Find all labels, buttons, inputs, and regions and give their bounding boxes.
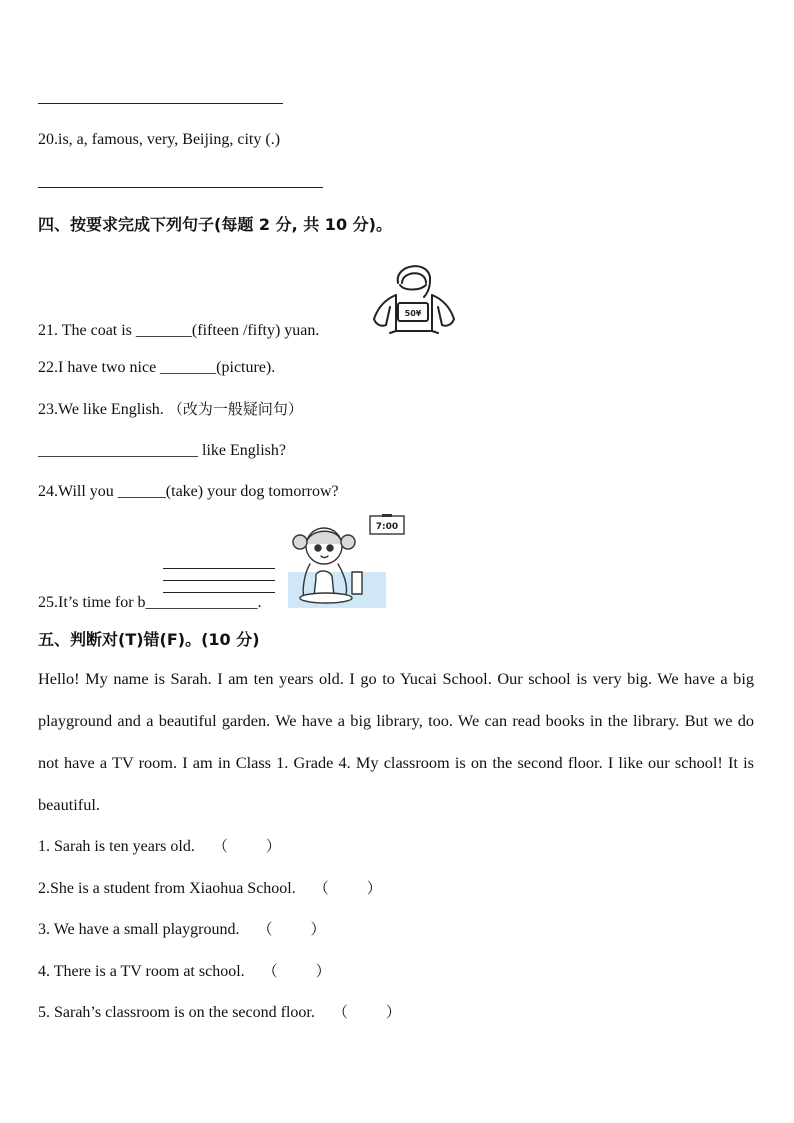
answer-box-5[interactable]: （ ） (332, 1003, 401, 1021)
statement-5-text: 5. Sarah’s classroom is on the second floor. (38, 1004, 315, 1021)
section-5-heading: 五、判断对(T)错(F)。(10 分) (38, 630, 260, 649)
question-22: 22.I have two nice _______(picture). (38, 359, 276, 376)
coat-illustration (368, 255, 460, 337)
girl-breakfast-illustration (288, 514, 408, 608)
question-25: 25.It’s time for b______________. (38, 594, 262, 611)
statement-5 (38, 1002, 401, 1023)
reading-passage: Hello! My name is Sarah. I am ten years old. I go to Yucai School. Our school is very big. We have a big playground and a beautiful garden. We have a big library, too. We can read books in the library. But we do not have a TV room. I am in Class 1. Grade 4. My classroom is on the second floor. I like our school! It is beautiful. (38, 669, 754, 814)
statement-2-text: 2.She is a student from Xiaohua School. (38, 880, 296, 897)
answer-line-q19[interactable] (38, 103, 283, 104)
question-23 (38, 399, 303, 420)
question-23-sentence: 23.We like English. (38, 401, 164, 418)
answer-line-q25-1[interactable] (163, 568, 275, 569)
question-20: 20.is, a, famous, very, Beijing, city (.) (38, 131, 281, 148)
answer-box-4[interactable]: （ ） (262, 962, 331, 980)
statement-1 (38, 836, 281, 857)
statement-3 (38, 919, 326, 940)
statement-1-text: 1. Sarah is ten years old. (38, 838, 195, 855)
question-21: 21. The coat is _______(fifteen /fifty) yuan. (38, 322, 320, 339)
question-23-answer-line: ____________________ like English? (38, 442, 286, 459)
statement-4 (38, 961, 331, 982)
question-23-instruction: （改为一般疑问句） (167, 400, 303, 418)
statement-4-text: 4. There is a TV room at school. (38, 963, 245, 980)
question-24: 24.Will you ______(take) your dog tomorrow? (38, 483, 339, 500)
statement-3-text: 3. We have a small playground. (38, 921, 240, 938)
answer-box-1[interactable]: （ ） (212, 837, 281, 855)
answer-box-2[interactable]: （ ） (313, 879, 382, 897)
section-4-heading: 四、按要求完成下列句子(每题 2 分, 共 10 分)。 (38, 215, 392, 234)
answer-line-q20[interactable] (38, 187, 323, 188)
answer-line-q25-2[interactable] (163, 580, 275, 581)
coat-price-tag: 50¥ (404, 309, 422, 318)
clock-time: 7:00 (375, 522, 399, 532)
statement-2 (38, 878, 382, 899)
answer-box-3[interactable]: （ ） (257, 920, 326, 938)
